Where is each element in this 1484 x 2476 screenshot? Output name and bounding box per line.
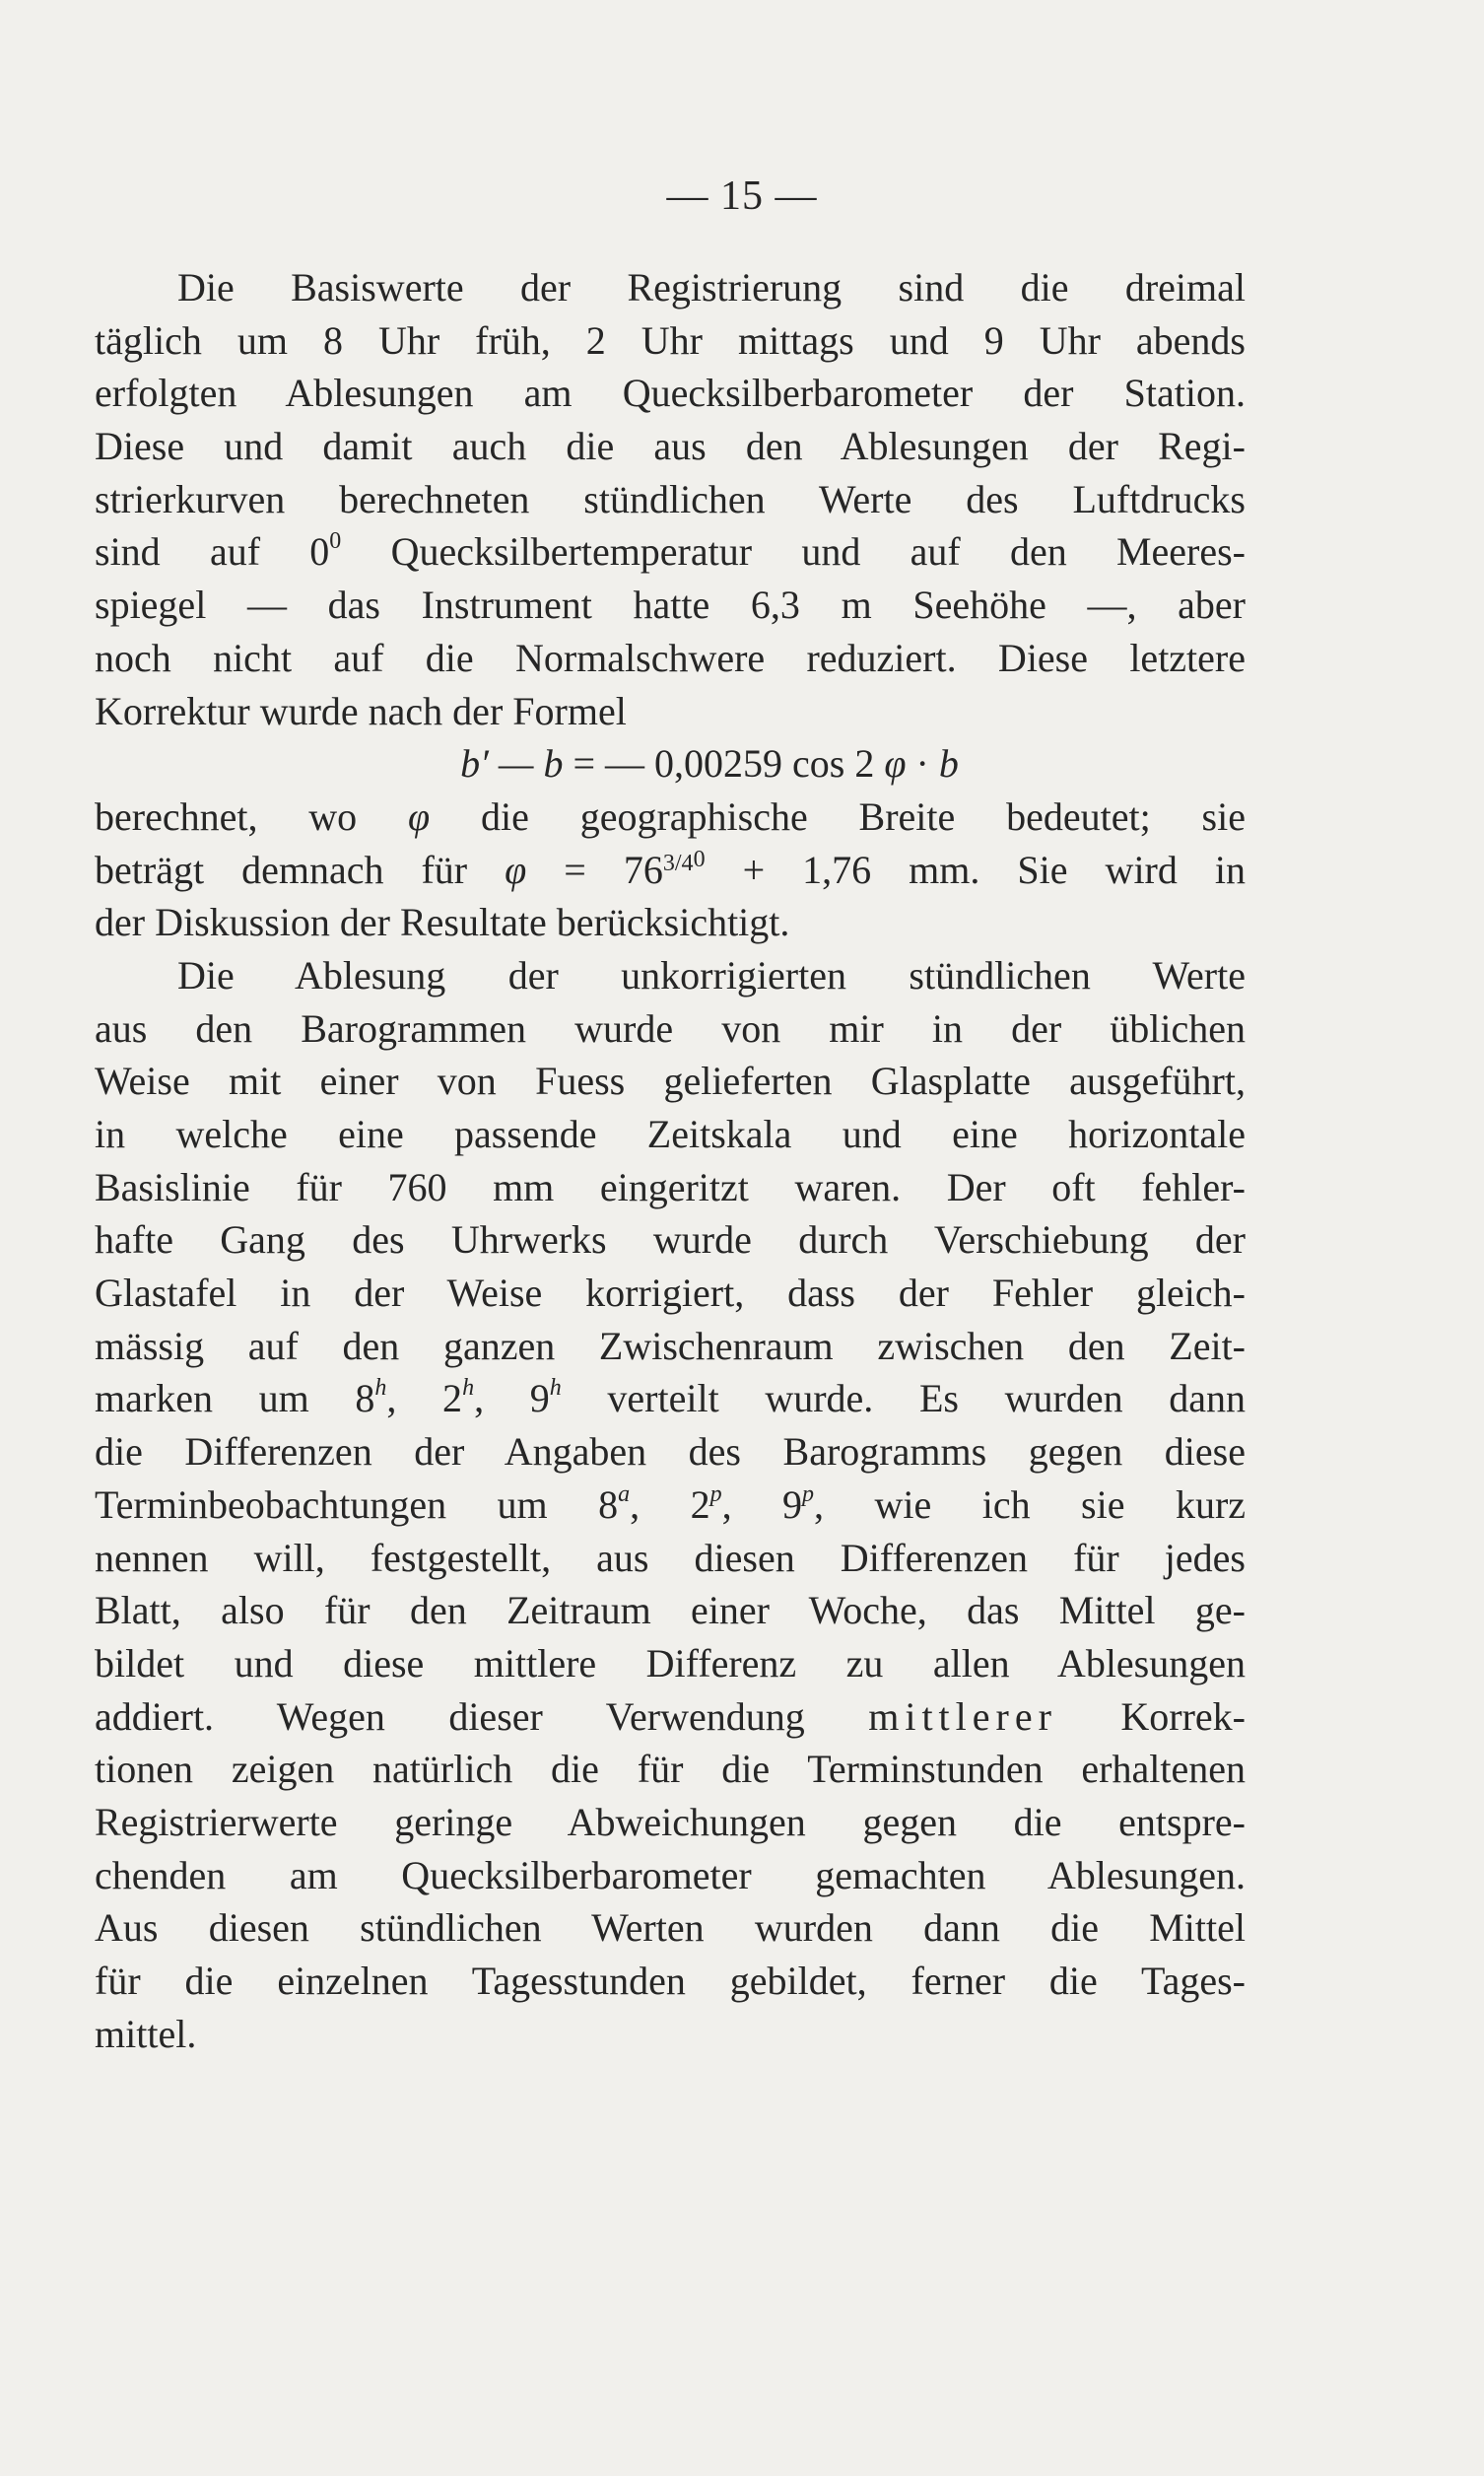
text-span: marken um 8 <box>95 1376 375 1421</box>
paragraph-line: die Differenzen der Angaben des Barogramms gegen diese <box>95 1429 1246 1475</box>
paragraph-line: mittel. <box>95 2011 197 2056</box>
text-span: beträgt demnach für <box>95 847 506 892</box>
text-span: , 9 <box>721 1481 803 1527</box>
paragraph-line: Registrierwerte geringe Abweichungen gegen die entspre- <box>95 1799 1246 1844</box>
phi-symbol: φ <box>505 847 527 892</box>
text-span: , 9 <box>474 1376 550 1421</box>
text-span: , 2 <box>386 1376 463 1421</box>
paragraph-line: Die Ablesung der unkorrigierten stündlichen Werte <box>177 952 1246 997</box>
paragraph-line: bildet und diese mittlere Differenz zu allen Ablesungen <box>95 1640 1246 1685</box>
time-sup: a <box>618 1481 631 1508</box>
paragraph-line <box>95 1479 1246 1532</box>
paragraph-line: Korrektur wurde nach der Formel <box>95 688 627 733</box>
formula-dot: · <box>906 741 939 787</box>
paragraph-line <box>95 1690 1246 1744</box>
paragraph-line: Blatt, also für den Zeitraum einer Woche, das Mittel ge- <box>95 1588 1246 1633</box>
text-span: sind auf 0 <box>95 529 330 575</box>
time-sup: p <box>709 1481 722 1508</box>
paragraph-line: der Diskussion der Resultate berücksichtigt. <box>95 900 790 945</box>
text-span: Quecksilbertemperatur und auf den Meeres- <box>341 529 1246 575</box>
paragraph-line <box>95 791 1246 844</box>
text-span: verteilt wurde. Es wurden dann <box>561 1376 1247 1421</box>
formula-lhs: b′ — b <box>460 741 564 787</box>
hour-sup: h <box>549 1375 562 1402</box>
degree-sup: 0 <box>329 528 342 555</box>
paragraph-line: mässig auf den ganzen Zwischenraum zwischen den Zeit- <box>95 1323 1246 1368</box>
body-text <box>95 261 1246 2060</box>
hour-sup: h <box>374 1375 387 1402</box>
paragraph-line: hafte Gang des Uhrwerks wurde durch Verschiebung der <box>95 1217 1246 1263</box>
paragraph-line <box>95 525 1246 579</box>
text-span: berechnet, wo <box>95 793 409 839</box>
degree-sup: 0 <box>693 846 706 872</box>
text-span: = 76 <box>526 847 663 892</box>
fraction: 3/4 <box>662 850 694 876</box>
text-span: die geographische Breite bedeutet; sie <box>430 793 1246 839</box>
paragraph-line: aus den Barogrammen wurde von mir in der üblichen <box>95 1005 1246 1051</box>
paragraph-line: strierkurven berechneten stündlichen Werte des Luftdrucks <box>95 476 1246 521</box>
paragraph-line <box>95 1372 1246 1425</box>
paragraph-line: chenden am Quecksilberbarometer gemachten Ablesungen. <box>95 1852 1246 1897</box>
formula <box>95 737 1246 791</box>
formula-b: b <box>938 741 959 787</box>
paragraph-line: Die Basiswerte der Registrierung sind die dreimal <box>177 265 1246 310</box>
formula-eq: = — 0,00259 cos 2 <box>563 741 885 787</box>
paragraph-line: Basislinie für 760 mm eingeritzt waren. Der oft fehler- <box>95 1164 1246 1209</box>
paragraph-line: noch nicht auf die Normalschwere reduziert. Diese letztere <box>95 635 1246 680</box>
paragraph-line: nennen will, festgestellt, aus diesen Differenzen für jedes <box>95 1535 1246 1580</box>
page-number: — 15 — <box>666 173 818 219</box>
time-sup: p <box>802 1481 815 1508</box>
paragraph-line: Diese und damit auch die aus den Ablesungen der Regi- <box>95 424 1246 469</box>
text-span: Terminbeobachtungen um 8 <box>95 1481 619 1527</box>
hour-sup: h <box>462 1375 475 1402</box>
paragraph-line: Glastafel in der Weise korrigiert, dass der Fehler gleich- <box>95 1271 1246 1316</box>
formula-phi: φ <box>884 741 907 787</box>
text-span: , wie ich sie kurz <box>814 1481 1247 1527</box>
paragraph-line: täglich um 8 Uhr früh, 2 Uhr mittags und 9 Uhr abends <box>95 317 1246 363</box>
paragraph-line: für die einzelnen Tagesstunden gebildet, ferner die Tages- <box>95 1959 1246 2003</box>
text-span: Korrek- <box>1056 1693 1247 1739</box>
paragraph-line: Weise mit einer von Fuess gelieferten Glasplatte ausgeführt, <box>95 1059 1246 1104</box>
paragraph-line: in welche eine passende Zeitskala und eine horizontale <box>95 1112 1246 1156</box>
phi-symbol: φ <box>408 793 431 839</box>
paragraph-line: tionen zeigen natürlich die für die Terminstunden erhaltenen <box>95 1747 1246 1792</box>
text-span: + 1,76 mm. Sie wird in <box>705 847 1247 892</box>
paragraph-line <box>95 844 1246 897</box>
emphasis-spaced: mittlerer <box>868 1693 1057 1739</box>
text-span: , 2 <box>630 1481 710 1527</box>
paragraph-line: Aus diesen stündlichen Werten wurden dann die Mittel <box>95 1905 1246 1951</box>
paragraph-line: spiegel — das Instrument hatte 6,3 m Seehöhe —, aber <box>95 583 1246 628</box>
paragraph-line: erfolgten Ablesungen am Quecksilberbarometer der Station. <box>95 371 1246 416</box>
text-span: addiert. Wegen dieser Verwendung <box>95 1693 869 1739</box>
